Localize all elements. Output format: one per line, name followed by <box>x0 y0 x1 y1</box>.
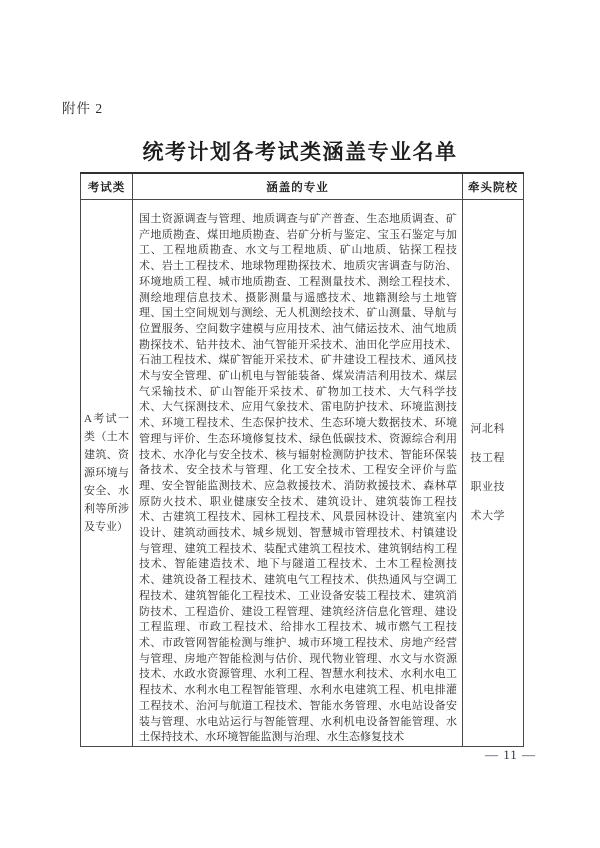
attachment-label: 附件 2 <box>62 101 104 116</box>
majors-table <box>80 172 524 747</box>
page-number: — 11 — <box>484 747 536 762</box>
table-header-row <box>81 173 524 200</box>
header-lead-institution: 牵头院校 <box>463 173 524 200</box>
exam-category-text: A考试一类（土木建筑、资源环境与安全、水利等所涉及专业） <box>84 412 129 533</box>
header-exam-category: 考试类 <box>81 173 133 200</box>
cell-lead-institution <box>463 200 524 747</box>
header-covered-majors: 涵盖的专业 <box>133 173 463 200</box>
cell-exam-category <box>81 200 133 747</box>
lead-institution-text: 河北科技工程职业技术大学 <box>470 422 505 522</box>
page-title: 统考计划各考试类涵盖专业名单 <box>142 140 458 164</box>
table-row <box>81 200 524 747</box>
covered-majors-text: 国土资源调查与管理、地质调查与矿产普查、生态地质调查、矿产地质勘查、煤田地质勘查、岩矿分析与鉴定、宝玉石鉴定与加工、工程地质勘查、水文与工程地质、矿山地质、钻探工程技术、岩土工程技术、地球物理勘探技术、地质灾害调查与防治、环境地质工程、城市地质勘查、工程测量技术、测绘工程技术、测绘地理信息技术、摄影测量与遥感技术、地籍测绘与土地管理、国土空间规划与测绘、无人机测绘技术、矿山测量、导航与位置服务、空间数字建模与应用技术、油气储运技术、油气地质勘探技术、钻井技术、油气智能开采技术、油田化学应用技术、石油工程技术、煤矿智能开采技术、矿井建设工程技术、通风技术与安全管理、矿山机电与智能装备、煤炭清洁利用技术、煤层气采输技术、矿山智能开采技术、矿物加工技术、大气科学技术、大气探测技术、应用气象技术、雷电防护技术、环境监测技术、环境工程技术、生态保护技术、生态环境大数据技术、环境管理与评价、生态环境修复技术、绿色低碳技术、资源综合利用技术、水净化与安全技术、核与辐射检测防护技术、智能环保装备技术、安全技术与管理、化工安全技术、工程安全评价与监理、安全智能监测技术、应急救援技术、消防救援技术、森林草原防火技术、职业健康安全技术、建筑设计、建筑装饰工程技术、古建筑工程技术、园林工程技术、风景园林设计、建筑室内设计、建筑动画技术、城乡规划、智慧城市管理技术、村镇建设与管理、建筑工程技术、装配式建筑工程技术、建筑钢结构工程技术、智能建造技术、地下与隧道工程技术、土木工程检测技术、建筑设备工程技术、建筑电气工程技术、供热通风与空调工程技术、建筑智能化工程技术、工业设备安装工程技术、建筑消防技术、工程造价、建设工程管理、建筑经济信息化管理、建设工程监理、市政工程技术、给排水工程技术、城市燃气工程技术、市政管网智能检测与维护、城市环境工程技术、房地产经营与管理、房地产智能检测与估价、现代物业管理、水文与水资源技术、水政水资源管理、水利工程、智慧水利技术、水利水电工程技术、水利水电工程智能管理、水利水电建筑工程、机电排灌工程技术、治河与航道工程技术、智能水务管理、水电站设备安装与管理、水电站运行与智能管理、水利机电设备智能管理、水土保持技术、水环境智能监测与治理、水生态修复技术 <box>139 213 457 744</box>
cell-covered-majors <box>133 200 463 747</box>
